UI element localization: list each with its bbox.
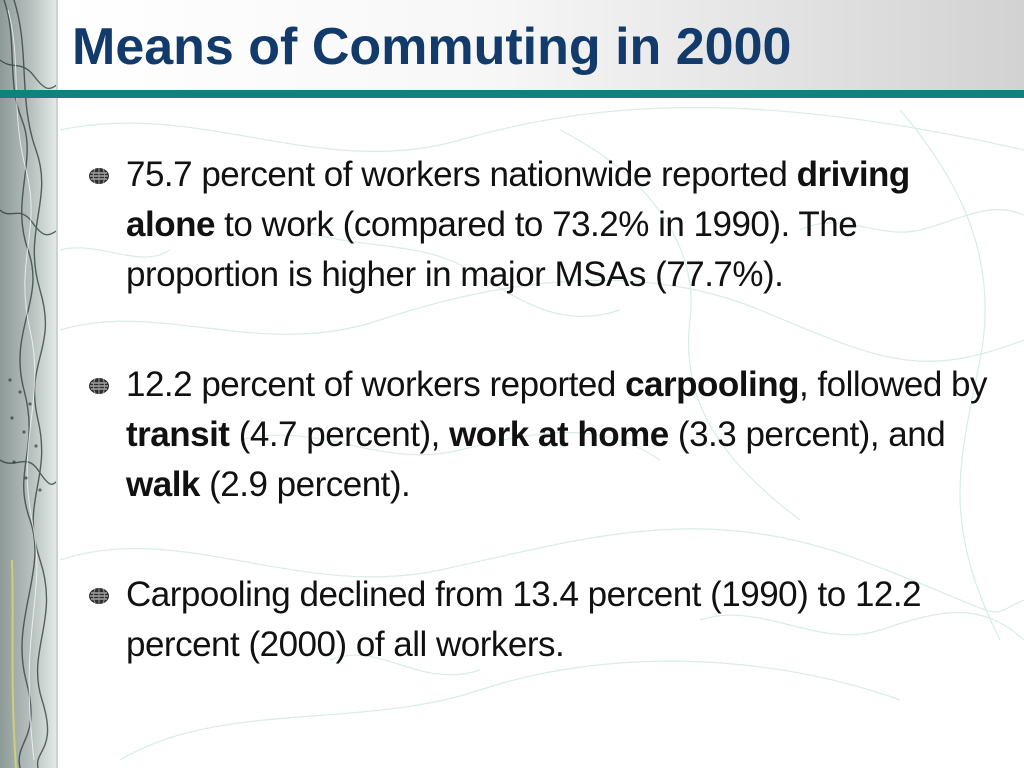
- sphere-bullet-icon: [88, 377, 110, 395]
- bold-term: carpooling: [625, 365, 799, 404]
- text-run: , followed by: [798, 365, 988, 404]
- text-run: (2.9 percent).: [199, 465, 411, 504]
- text-run: (4.7 percent),: [229, 415, 450, 454]
- bold-term: driving alone: [126, 155, 910, 244]
- bold-term: work at home: [449, 415, 669, 454]
- title-rule: [0, 90, 1024, 98]
- text-run: to work (compared to 73.2% in 1990). The proportion is higher in major MSAs (77.7%).: [126, 205, 858, 294]
- bold-term: walk: [126, 465, 200, 504]
- text-run: 12.2 percent of workers reported: [126, 365, 626, 404]
- bullet-text: [126, 155, 910, 294]
- bullet-item: [88, 150, 998, 300]
- bullet-item: [88, 570, 998, 670]
- text-run: Carpooling declined from 13.4 percent (1990) to 12.2 percent (2000) of all workers.: [126, 575, 922, 664]
- bullet-text: [126, 575, 921, 664]
- text-run: 75.7 percent of workers nationwide reported: [126, 155, 797, 194]
- bullet-text: [126, 365, 987, 504]
- bold-term: transit: [126, 415, 230, 454]
- bullet-list: [88, 150, 998, 730]
- sphere-bullet-icon: [88, 587, 110, 605]
- sphere-bullet-icon: [88, 167, 110, 185]
- map-strip-image: [0, 0, 58, 768]
- slide-title: Means of Commuting in 2000: [72, 18, 792, 76]
- text-run: (3.3 percent), and: [668, 415, 946, 454]
- bullet-item: [88, 360, 998, 510]
